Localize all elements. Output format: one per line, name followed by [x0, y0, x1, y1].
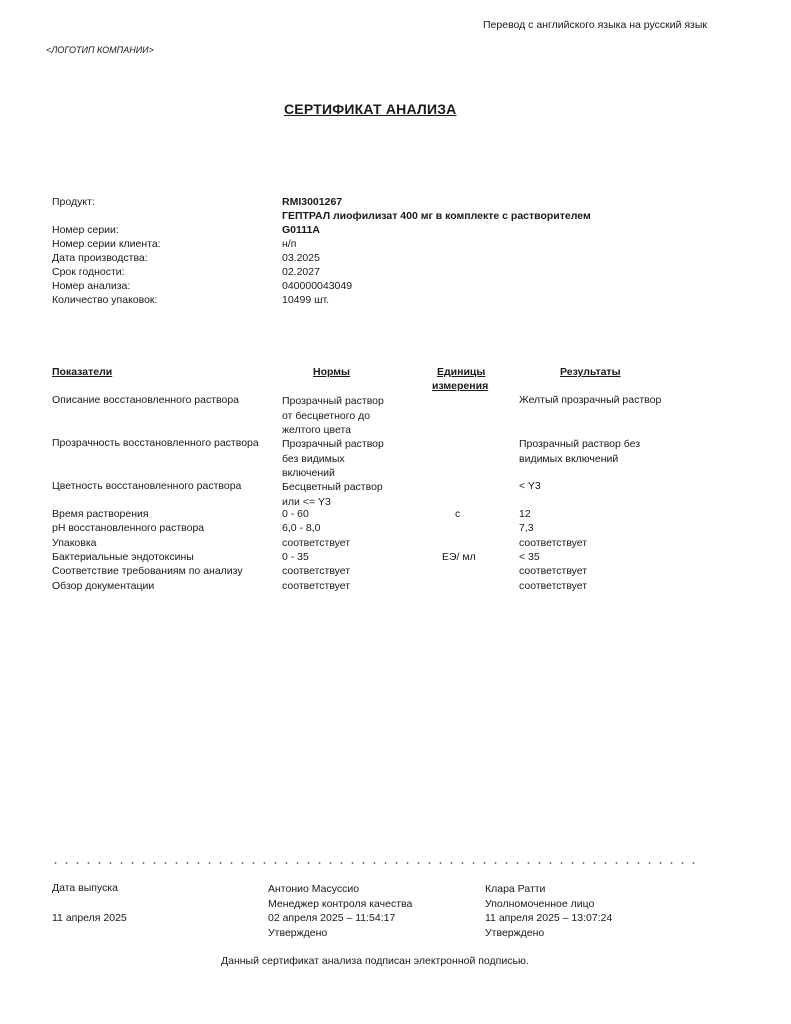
header-norms: Нормы: [313, 366, 351, 378]
dotted-separator: [50, 862, 695, 864]
electronic-signature-note: Данный сертификат анализа подписан электронной подписью.: [221, 955, 529, 967]
table-row-result: < Y3: [519, 480, 541, 492]
product-label: Продукт:: [52, 196, 95, 208]
product-code: RMI3001267: [282, 196, 343, 208]
qp-role: Уполномоченное лицо: [485, 897, 595, 910]
manufacture-date-value: 03.2025: [282, 252, 320, 264]
qp-status: Утверждено: [485, 926, 545, 939]
table-row-result: 12: [519, 508, 531, 520]
qc-signature: [268, 882, 412, 940]
table-row-parameter: Упаковка: [52, 537, 97, 549]
client-batch-label: Номер серии клиента:: [52, 238, 161, 250]
header-parameter: Показатели: [52, 366, 113, 378]
analysis-number-value: 040000043049: [282, 280, 353, 292]
table-row-result: Прозрачный раствор без видимых включений: [519, 438, 641, 465]
table-row-parameter: Время растворения: [52, 508, 149, 520]
header-units-line1: Единицы: [437, 366, 486, 378]
table-row-parameter: Соответствие требованиям по анализу: [52, 565, 243, 577]
qc-status: Утверждено: [268, 926, 328, 939]
manufacture-date-label: Дата производства:: [52, 252, 148, 264]
batch-label: Номер серии:: [52, 224, 119, 236]
logo-placeholder: <ЛОГОТИП КОМПАНИИ>: [46, 45, 154, 55]
table-row-norm: 0 - 60: [282, 508, 309, 520]
table-row-norm: 0 - 35: [282, 551, 309, 563]
table-row-result: 7,3: [519, 522, 534, 534]
table-row-parameter: Описание восстановленного раствора: [52, 394, 240, 406]
table-row-norm: соответствует: [282, 565, 351, 577]
table-row-unit: с: [455, 508, 461, 520]
table-row-result: соответствует: [519, 537, 588, 549]
table-row-norm: Прозрачный раствор без видимых включений: [282, 438, 384, 479]
table-row-norm: соответствует: [282, 537, 351, 549]
table-row-result: Желтый прозрачный раствор: [519, 394, 662, 406]
analysis-number-label: Номер анализа:: [52, 280, 131, 292]
table-row-parameter: Бактериальные эндотоксины: [52, 551, 194, 563]
batch-value: G0111A: [282, 224, 320, 236]
table-row-parameter: pH восстановленного раствора: [52, 522, 205, 534]
product-name: ГЕПТРАЛ лиофилизат 400 мг в комплекте с растворителем: [282, 210, 591, 222]
table-row-parameter: Прозрачность восстановленного раствора: [52, 437, 259, 449]
client-batch-value: н/п: [282, 238, 297, 250]
document-title: СЕРТИФИКАТ АНАЛИЗА: [284, 101, 457, 117]
translation-note: Перевод с английского языка на русский язык: [483, 19, 708, 31]
issue-date-value: 11 апреля 2025: [52, 912, 127, 924]
table-row-result: соответствует: [519, 565, 588, 577]
table-row-parameter: Обзор документации: [52, 580, 155, 592]
expiry-value: 02.2027: [282, 266, 320, 278]
header-results: Результаты: [560, 366, 621, 378]
qp-name: Клара Ратти: [485, 883, 546, 895]
qp-signature: [485, 882, 612, 940]
table-row-parameter: Цветность восстановленного раствора: [52, 480, 242, 492]
qc-name: Антонио Масуссио: [268, 883, 360, 895]
packages-value: 10499 шт.: [282, 294, 330, 306]
table-row-norm: Бесцветный раствор или <= Y3: [282, 481, 383, 508]
packages-label: Количество упаковок:: [52, 294, 158, 306]
issue-date-label: Дата выпуска: [52, 882, 119, 894]
qp-timestamp: 11 апреля 2025 – 13:07:24: [485, 912, 613, 924]
table-row-norm: 6,0 - 8,0: [282, 522, 321, 534]
table-row-unit: ЕЭ/ мл: [442, 551, 476, 563]
header-units-line2: измерения: [432, 380, 489, 392]
qc-role: Менеджер контроля качества: [268, 897, 413, 910]
table-row-result: соответствует: [519, 580, 588, 592]
table-row-norm: Прозрачный раствор от бесцветного до желтого цвета: [282, 395, 384, 436]
table-row-result: < 35: [519, 551, 540, 563]
expiry-label: Срок годности:: [52, 266, 125, 278]
table-row-norm: соответствует: [282, 580, 351, 592]
qc-timestamp: 02 апреля 2025 – 11:54:17: [268, 912, 396, 924]
